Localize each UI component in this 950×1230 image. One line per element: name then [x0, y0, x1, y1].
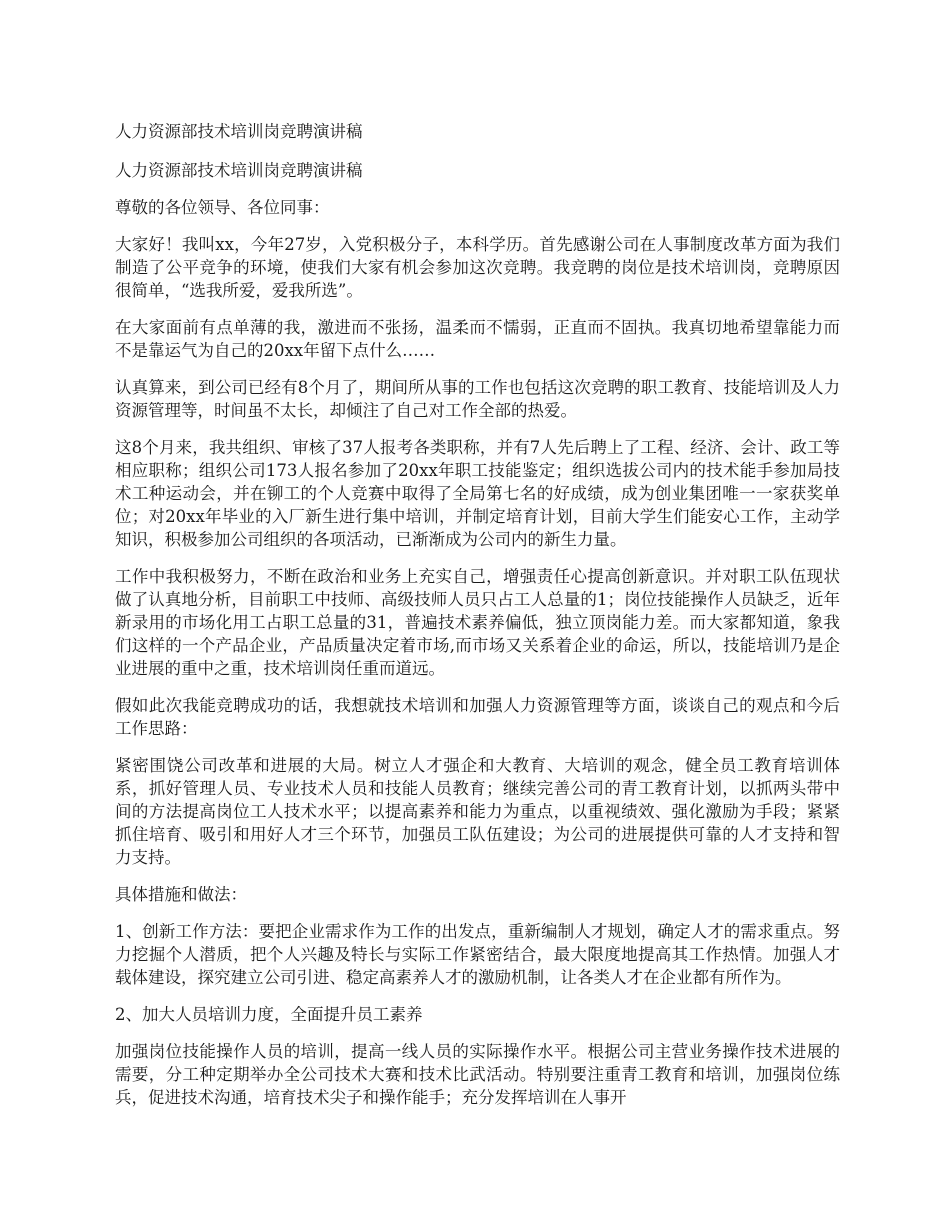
- document-title: 人力资源部技术培训岗竞聘演讲稿: [115, 122, 363, 141]
- paragraph-introduction: 大家好！我叫xx，今年27岁，入党积极分子，本科学历。首先感谢公司在人事制度改革方面为我们制造了公平竞争的环境，使我们大家有机会参加这次竞聘。我竞聘的岗位是技术培训岗，竞聘原因很简单，“选我所爱，爱我所选”。: [115, 235, 840, 300]
- paragraph-measure-2-body: 加强岗位技能操作人员的培训，提高一线人员的实际操作水平。根据公司主营业务操作技术进展的需要，分工种定期举办全公司技术大赛和技术比武活动。特别要注重青工教育和培训，加强岗位练兵，促进技术沟通，培育技术尖子和操作能手；充分发挥培训在人事开: [115, 1042, 840, 1107]
- paragraph-plan-intro: 假如此次我能竞聘成功的话，我想就技术培训和加强人力资源管理等方面，谈谈自己的观点和今后工作思路：: [115, 696, 840, 738]
- document-body: [115, 120, 840, 1123]
- paragraph-overall-strategy: 紧密围饶公司改革和进展的大局。树立人才强企和大教育、大培训的观念，健全员工教育培训体系，抓好管理人员、专业技术人员和技能人员教育；继续完善公司的青工教育计划，以抓两头带中间的方法提高岗位工人技术水平；以提高素养和能力为重点，以重视绩效、强化激励为手段；紧紧抓住培育、吸引和用好人才三个环节，加强员工队伍建设；为公司的进展提供可靠的人才支持和智力支持。: [115, 756, 840, 867]
- paragraph-measure-2-heading: 2、加大人员培训力度，全面提升员工素养: [115, 1005, 423, 1024]
- paragraph-salutation: 尊敬的各位领导、各位同事：: [115, 198, 330, 217]
- paragraph-self-description: 在大家面前有点单薄的我，激进而不张扬，温柔而不懦弱，正直而不固执。我真切地希望靠能力而不是靠运气为自己的20xx年留下点什么……: [115, 318, 840, 360]
- paragraph-measures-heading: 具体措施和做法：: [115, 885, 247, 904]
- paragraph-measure-1: 1、创新工作方法：要把企业需求作为工作的出发点，重新编制人才规划，确定人才的需求重点。努力挖掘个人潜质，把个人兴趣及特长与实际工作紧密结合，最大限度地提高其工作热情。加强人才载体建设，探究建立公司引进、稳定高素养人才的激励机制，让各类人才在企业都有所作为。: [115, 922, 840, 987]
- paragraph-subtitle: 人力资源部技术培训岗竞聘演讲稿: [115, 161, 363, 180]
- paragraph-tenure: 认真算来，到公司已经有8个月了，期间所从事的工作也包括这次竞聘的职工教育、技能培训及人力资源管理等，时间虽不太长，却倾注了自己对工作全部的热爱。: [115, 378, 840, 420]
- paragraph-achievements: 这8个月来，我共组织、审核了37人报考各类职称，并有7人先后聘上了工程、经济、会计、政工等相应职称；组织公司173人报名参加了20xx年职工技能鉴定；组织选拔公司内的技术能手参加局技术工种运动会，并在铆工的个人竞赛中取得了全局第七名的好成绩，成为创业集团唯一一家获奖单位；对20xx年毕业的入厂新生进行集中培训，并制定培育计划，目前大学生们能安心工作，主动学知识，积极参加公司组织的各项活动，已渐渐成为公司内的新生力量。: [115, 438, 840, 549]
- paragraph-analysis: 工作中我积极努力，不断在政治和业务上充实自己，增强责任心提高创新意识。并对职工队伍现状做了认真地分析，目前职工中技师、高级技师人员只占工人总量的1；岗位技能操作人员缺乏，近年新录用的市场化用工占职工总量的31，普遍技术素养偏低，独立顶岗能力差。而大家都知道，象我们这样的一个产品企业，产品质量决定着市场,而市场又关系着企业的命运，所以，技能培训乃是企业进展的重中之重，技术培训岗任重而道远。: [115, 567, 840, 678]
